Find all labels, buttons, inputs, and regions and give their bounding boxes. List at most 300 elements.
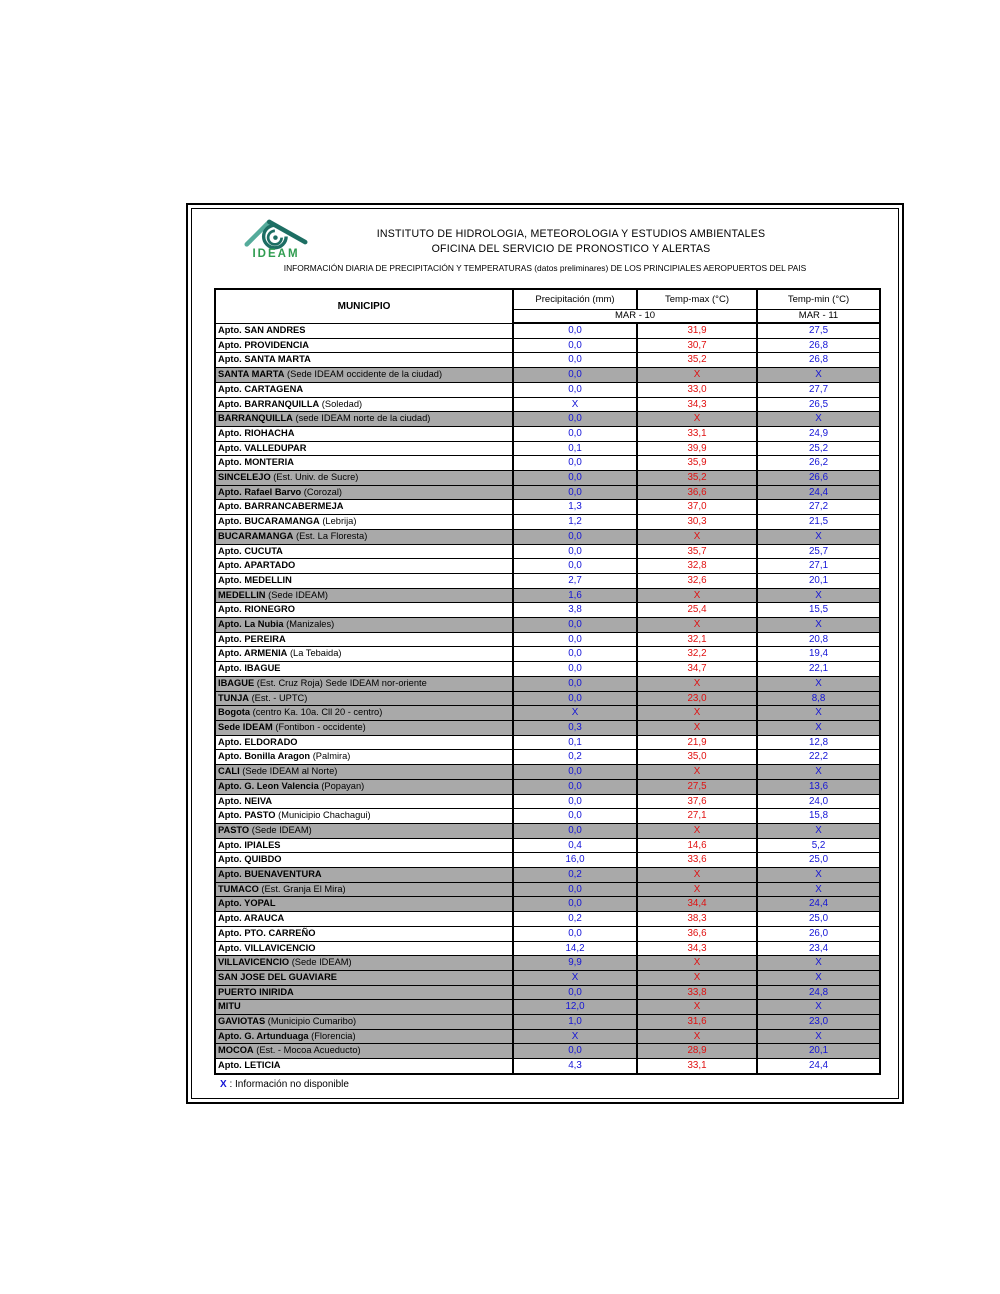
municipio-cell: [215, 544, 513, 559]
table-row: [215, 750, 880, 765]
precip-value: 0,1: [513, 735, 637, 750]
temp-max-value: 33,8: [637, 985, 757, 1000]
precip-value: 0,0: [513, 485, 637, 500]
table-row: [215, 956, 880, 971]
temp-min-value: X: [757, 588, 880, 603]
station-name: Apto. RIOHACHA: [218, 427, 295, 438]
report-sheet-inner: [191, 208, 899, 1099]
temp-min-value: 24,4: [757, 897, 880, 912]
precip-value: 0,0: [513, 353, 637, 368]
municipio-cell: [215, 426, 513, 441]
municipio-cell: [215, 912, 513, 927]
footnote-text: : Información no disponible: [229, 1079, 349, 1090]
report-subtitle: INFORMACIÓN DIARIA DE PRECIPITACIÓN Y TEMPERATURAS (datos preliminares) DE LOS PRINCIPIALES AEROPUERTOS DEL PAIS: [283, 263, 807, 273]
municipio-cell: [215, 926, 513, 941]
station-detail: (Est. La Floresta): [293, 530, 368, 541]
station-detail: (Est. - UPTC): [249, 692, 308, 703]
date-mar-11: MAR - 11: [757, 309, 880, 323]
municipio-cell: [215, 559, 513, 574]
temp-max-value: 34,7: [637, 662, 757, 677]
municipio-cell: [215, 1044, 513, 1059]
station-name: Apto. PASTO: [218, 810, 276, 821]
station-name: BUCARAMANGA: [218, 530, 294, 541]
station-detail: (Est. - Mocoa Acueducto): [253, 1045, 361, 1056]
municipio-cell: [215, 618, 513, 633]
station-detail: (La Tebaida): [287, 648, 342, 659]
temp-min-value: X: [757, 368, 880, 383]
temp-min-value: 26,8: [757, 353, 880, 368]
table-row: [215, 338, 880, 353]
precip-value: 0,0: [513, 632, 637, 647]
temp-min-value: X: [757, 1000, 880, 1015]
precip-value: X: [513, 706, 637, 721]
ideam-logo-text: IDEAM: [252, 248, 300, 260]
station-name: Apto. IPIALES: [218, 839, 281, 850]
temp-max-value: 34,4: [637, 897, 757, 912]
station-name: Apto. BUENAVENTURA: [218, 869, 322, 880]
temp-min-value: 25,0: [757, 912, 880, 927]
table-row: [215, 603, 880, 618]
precip-value: 0,2: [513, 912, 637, 927]
temp-max-value: 35,7: [637, 544, 757, 559]
station-detail: (sede IDEAM norte de la ciudad): [292, 413, 431, 424]
temp-min-value: 21,5: [757, 515, 880, 530]
precip-value: 9,9: [513, 956, 637, 971]
precip-value: 0,0: [513, 985, 637, 1000]
temp-max-value: 28,9: [637, 1044, 757, 1059]
station-name: Apto. YOPAL: [218, 898, 276, 909]
temp-min-value: 25,2: [757, 441, 880, 456]
temp-min-value: 27,7: [757, 382, 880, 397]
temp-max-value: X: [637, 706, 757, 721]
table-row: [215, 853, 880, 868]
temp-max-value: 35,2: [637, 471, 757, 486]
precip-value: 4,3: [513, 1059, 637, 1074]
precip-value: 0,0: [513, 338, 637, 353]
municipio-cell: [215, 985, 513, 1000]
table-row: [215, 441, 880, 456]
station-detail: (Est. Granja El Mira): [258, 883, 346, 894]
station-detail: (Sede IDEAM occidente de la ciudad): [284, 369, 443, 380]
footnote: [220, 1079, 349, 1090]
temp-max-value: 33,6: [637, 853, 757, 868]
station-name: Apto. G. Leon Valencia: [218, 780, 319, 791]
municipio-cell: [215, 809, 513, 824]
station-name: Apto. Rafael Barvo: [218, 486, 302, 497]
table-row: [215, 882, 880, 897]
station-detail: (centro Ka. 10a. Cll 20 - centro): [250, 707, 383, 718]
table-row: [215, 706, 880, 721]
temp-min-value: X: [757, 765, 880, 780]
temp-min-value: X: [757, 970, 880, 985]
temp-max-value: 34,3: [637, 397, 757, 412]
municipio-cell: [215, 338, 513, 353]
municipio-cell: [215, 735, 513, 750]
municipio-cell: [215, 720, 513, 735]
table-row: [215, 1000, 880, 1015]
station-name: Apto. PEREIRA: [218, 633, 286, 644]
station-detail: (Sede IDEAM): [265, 589, 329, 600]
station-name: MITU: [218, 1001, 241, 1012]
municipio-cell: [215, 706, 513, 721]
precip-value: 0,0: [513, 809, 637, 824]
temp-max-value: 31,6: [637, 1015, 757, 1030]
temp-min-value: 19,4: [757, 647, 880, 662]
table-row: [215, 618, 880, 633]
station-name: Apto. CUCUTA: [218, 545, 283, 556]
precip-value: 0,1: [513, 441, 637, 456]
temp-min-value: 25,7: [757, 544, 880, 559]
station-name: Apto. La Nubia: [218, 619, 284, 630]
precip-value: 0,0: [513, 823, 637, 838]
municipio-column-header: MUNICIPIO: [215, 289, 513, 323]
station-detail: (Est. Cruz Roja) Sede IDEAM nor-oriente: [254, 677, 427, 688]
station-name: Apto. VALLEDUPAR: [218, 442, 307, 453]
table-row: [215, 323, 880, 338]
temp-max-value: 27,5: [637, 779, 757, 794]
temp-min-value: 26,2: [757, 456, 880, 471]
precip-value: 2,7: [513, 573, 637, 588]
temp-min-value: 24,0: [757, 794, 880, 809]
precip-value: 16,0: [513, 853, 637, 868]
table-row: [215, 897, 880, 912]
temp-max-value: 37,0: [637, 500, 757, 515]
municipio-cell: [215, 1015, 513, 1030]
station-name: Apto. MEDELLIN: [218, 574, 292, 585]
table-row: [215, 1015, 880, 1030]
precip-value: 14,2: [513, 941, 637, 956]
precip-value: 0,0: [513, 897, 637, 912]
municipio-cell: [215, 662, 513, 677]
temp-min-value: 26,8: [757, 338, 880, 353]
table-row: [215, 544, 880, 559]
temp-min-value: 13,6: [757, 779, 880, 794]
temp-max-value: X: [637, 676, 757, 691]
temp-min-value: X: [757, 676, 880, 691]
precip-value: 0,0: [513, 618, 637, 633]
municipio-cell: [215, 882, 513, 897]
temp-max-value: 33,1: [637, 426, 757, 441]
temp-min-value: 23,4: [757, 941, 880, 956]
precip-value: X: [513, 970, 637, 985]
table-row: [215, 794, 880, 809]
temp-max-value: X: [637, 882, 757, 897]
station-name: Apto. NEIVA: [218, 795, 273, 806]
table-row: [215, 500, 880, 515]
column-header-row: [215, 289, 880, 309]
table-row: [215, 720, 880, 735]
temp-min-value: 27,5: [757, 323, 880, 338]
precip-value: 0,0: [513, 544, 637, 559]
municipio-cell: [215, 1029, 513, 1044]
table-row: [215, 632, 880, 647]
temp-min-value: 25,0: [757, 853, 880, 868]
temp-max-value: 31,9: [637, 323, 757, 338]
station-detail: (Est. Univ. de Sucre): [270, 472, 359, 483]
precip-value: 0,0: [513, 382, 637, 397]
temp-max-value: 23,0: [637, 691, 757, 706]
precip-value: 0,0: [513, 882, 637, 897]
temp-min-value: X: [757, 706, 880, 721]
municipio-cell: [215, 441, 513, 456]
station-name: Apto. SAN ANDRES: [218, 324, 306, 335]
temp-max-value: X: [637, 970, 757, 985]
table-row: [215, 970, 880, 985]
municipio-cell: [215, 632, 513, 647]
precip-value: 0,0: [513, 765, 637, 780]
precip-value: 0,0: [513, 456, 637, 471]
municipio-cell: [215, 647, 513, 662]
municipio-cell: [215, 515, 513, 530]
station-detail: (Soledad): [319, 398, 363, 409]
temp-max-value: X: [637, 823, 757, 838]
temp-max-value: 21,9: [637, 735, 757, 750]
precip-value: 0,0: [513, 559, 637, 574]
municipio-cell: [215, 1059, 513, 1074]
municipio-cell: [215, 368, 513, 383]
report-sheet: [186, 203, 904, 1104]
table-body: [215, 323, 880, 1074]
municipio-cell: [215, 823, 513, 838]
station-detail: (Fontibon - occidente): [272, 721, 366, 732]
municipio-cell: [215, 941, 513, 956]
municipio-cell: [215, 529, 513, 544]
municipio-cell: [215, 485, 513, 500]
station-name: Apto. BARRANQUILLA: [218, 398, 320, 409]
temp-min-value: X: [757, 868, 880, 883]
precip-value: 0,0: [513, 691, 637, 706]
station-name: Apto. SANTA MARTA: [218, 354, 311, 365]
precip-value: 3,8: [513, 603, 637, 618]
station-name: Sede IDEAM: [218, 721, 273, 732]
table-row: [215, 471, 880, 486]
station-name: Apto. PROVIDENCIA: [218, 339, 309, 350]
precip-value: X: [513, 1029, 637, 1044]
municipio-cell: [215, 868, 513, 883]
station-name: Apto. QUIBDO: [218, 854, 282, 865]
precip-value: 1,3: [513, 500, 637, 515]
table-row: [215, 397, 880, 412]
table-row: [215, 382, 880, 397]
station-name: Apto. VILLAVICENCIO: [218, 942, 316, 953]
temp-min-value: 5,2: [757, 838, 880, 853]
station-name: Apto. Bonilla Aragon: [218, 751, 311, 762]
station-name: MOCOA: [218, 1045, 254, 1056]
precip-value: 1,0: [513, 1015, 637, 1030]
temp-max-value: 36,6: [637, 485, 757, 500]
municipio-cell: [215, 676, 513, 691]
temp-min-value: X: [757, 618, 880, 633]
temp-min-value: 12,8: [757, 735, 880, 750]
precip-value: 0,0: [513, 471, 637, 486]
temp-min-value: 26,5: [757, 397, 880, 412]
temp-max-value: 27,1: [637, 809, 757, 824]
temp-max-value: 39,9: [637, 441, 757, 456]
temp-max-value: X: [637, 1000, 757, 1015]
temp-max-value: 33,1: [637, 1059, 757, 1074]
table-row: [215, 573, 880, 588]
station-detail: (Corozal): [301, 486, 342, 497]
station-name: TUNJA: [218, 692, 249, 703]
temp-max-value: X: [637, 868, 757, 883]
table-row: [215, 868, 880, 883]
table-row: [215, 985, 880, 1000]
temp-min-value: X: [757, 720, 880, 735]
station-name: Apto. CARTAGENA: [218, 383, 304, 394]
station-name: SAN JOSE DEL GUAVIARE: [218, 971, 337, 982]
precip-column-header: Precipitación (mm): [513, 289, 637, 309]
municipio-cell: [215, 691, 513, 706]
temp-min-value: X: [757, 882, 880, 897]
station-name: Apto. LETICIA: [218, 1060, 281, 1071]
temp-max-value: X: [637, 956, 757, 971]
temp-min-value: 15,8: [757, 809, 880, 824]
precip-value: 0,0: [513, 779, 637, 794]
temp-max-value: 35,0: [637, 750, 757, 765]
municipio-cell: [215, 323, 513, 338]
temp-max-value: 30,3: [637, 515, 757, 530]
temp-max-value: X: [637, 720, 757, 735]
station-name: PASTO: [218, 824, 250, 835]
station-name: Bogota: [218, 707, 251, 718]
station-detail: (Manizales): [283, 619, 335, 630]
station-name: TUMACO: [218, 883, 259, 894]
station-detail: (Municipio Chachagui): [275, 810, 371, 821]
precip-value: 0,0: [513, 368, 637, 383]
municipio-cell: [215, 838, 513, 853]
temp-min-value: X: [757, 1029, 880, 1044]
station-name: Apto. APARTADO: [218, 560, 296, 571]
municipio-cell: [215, 500, 513, 515]
table-row: [215, 412, 880, 427]
municipio-cell: [215, 588, 513, 603]
table-row: [215, 779, 880, 794]
temp-min-value: 22,2: [757, 750, 880, 765]
precip-value: 0,0: [513, 323, 637, 338]
institute-title: INSTITUTO DE HIDROLOGIA, METEOROLOGIA Y ESTUDIOS AMBIENTALES: [376, 228, 766, 240]
municipio-cell: [215, 603, 513, 618]
table-row: [215, 485, 880, 500]
table-row: [215, 456, 880, 471]
temp-min-value: X: [757, 956, 880, 971]
station-name: PUERTO INIRIDA: [218, 986, 294, 997]
temp-max-value: 33,0: [637, 382, 757, 397]
precip-value: 0,0: [513, 529, 637, 544]
footnote-x-symbol: X: [220, 1079, 227, 1090]
station-name: CALI: [218, 766, 240, 777]
temp-max-value: 25,4: [637, 603, 757, 618]
station-name: Apto. ELDORADO: [218, 736, 298, 747]
municipio-cell: [215, 765, 513, 780]
station-name: Apto. G. Artunduaga: [218, 1030, 309, 1041]
table-row: [215, 765, 880, 780]
station-name: VILLAVICENCIO: [218, 957, 290, 968]
temp-max-value: 32,8: [637, 559, 757, 574]
station-detail: (Lebrija): [319, 516, 357, 527]
station-name: Apto. ARAUCA: [218, 913, 285, 924]
municipio-cell: [215, 853, 513, 868]
station-detail: (Municipio Cumaribo): [265, 1016, 357, 1027]
temp-max-value: X: [637, 588, 757, 603]
precip-value: 0,0: [513, 662, 637, 677]
station-detail: (Florencia): [308, 1030, 356, 1041]
table-row: [215, 647, 880, 662]
table-row: [215, 676, 880, 691]
table-row: [215, 735, 880, 750]
temp-min-value: 27,1: [757, 559, 880, 574]
municipio-cell: [215, 456, 513, 471]
temp-min-value: 8,8: [757, 691, 880, 706]
station-name: IBAGUE: [218, 677, 255, 688]
precip-value: X: [513, 397, 637, 412]
temp-min-column-header: Temp-min (°C): [757, 289, 880, 309]
precip-value: 0,0: [513, 1044, 637, 1059]
temp-min-value: X: [757, 823, 880, 838]
precip-value: 1,2: [513, 515, 637, 530]
temp-max-column-header: Temp-max (°C): [637, 289, 757, 309]
temp-max-value: X: [637, 529, 757, 544]
precip-value: 0,0: [513, 926, 637, 941]
date-mar-10: MAR - 10: [513, 309, 757, 323]
temp-min-value: X: [757, 529, 880, 544]
temp-min-value: 20,8: [757, 632, 880, 647]
temp-min-value: 26,6: [757, 471, 880, 486]
precip-value: 0,0: [513, 676, 637, 691]
table-row: [215, 691, 880, 706]
municipio-cell: [215, 573, 513, 588]
temp-min-value: 23,0: [757, 1015, 880, 1030]
municipio-cell: [215, 412, 513, 427]
municipio-cell: [215, 970, 513, 985]
precip-value: 0,0: [513, 412, 637, 427]
table-row: [215, 559, 880, 574]
precip-value: 0,3: [513, 720, 637, 735]
temp-max-value: X: [637, 368, 757, 383]
precip-value: 12,0: [513, 1000, 637, 1015]
municipio-cell: [215, 353, 513, 368]
temp-max-value: 38,3: [637, 912, 757, 927]
station-name: GAVIOTAS: [218, 1016, 266, 1027]
table-row: [215, 588, 880, 603]
municipio-cell: [215, 956, 513, 971]
station-name: BARRANQUILLA: [218, 413, 293, 424]
temp-min-value: 15,5: [757, 603, 880, 618]
station-detail: (Popayan): [318, 780, 365, 791]
station-name: Apto. ARMENIA: [218, 648, 288, 659]
temp-min-value: 24,4: [757, 485, 880, 500]
temp-min-value: 24,9: [757, 426, 880, 441]
temp-min-value: 20,1: [757, 573, 880, 588]
station-detail: (Sede IDEAM al Norte): [239, 766, 338, 777]
precip-value: 0,4: [513, 838, 637, 853]
municipio-cell: [215, 471, 513, 486]
station-detail: (Palmira): [310, 751, 351, 762]
station-name: SINCELEJO: [218, 472, 271, 483]
weather-table: [214, 288, 881, 1075]
table-row: [215, 353, 880, 368]
municipio-cell: [215, 397, 513, 412]
table-row: [215, 1029, 880, 1044]
temp-min-value: 26,0: [757, 926, 880, 941]
temp-min-value: X: [757, 412, 880, 427]
temp-min-value: 24,8: [757, 985, 880, 1000]
temp-min-value: 27,2: [757, 500, 880, 515]
table-row: [215, 838, 880, 853]
temp-max-value: 37,6: [637, 794, 757, 809]
station-name: MEDELLIN: [218, 589, 266, 600]
table-row: [215, 1059, 880, 1074]
temp-max-value: X: [637, 765, 757, 780]
